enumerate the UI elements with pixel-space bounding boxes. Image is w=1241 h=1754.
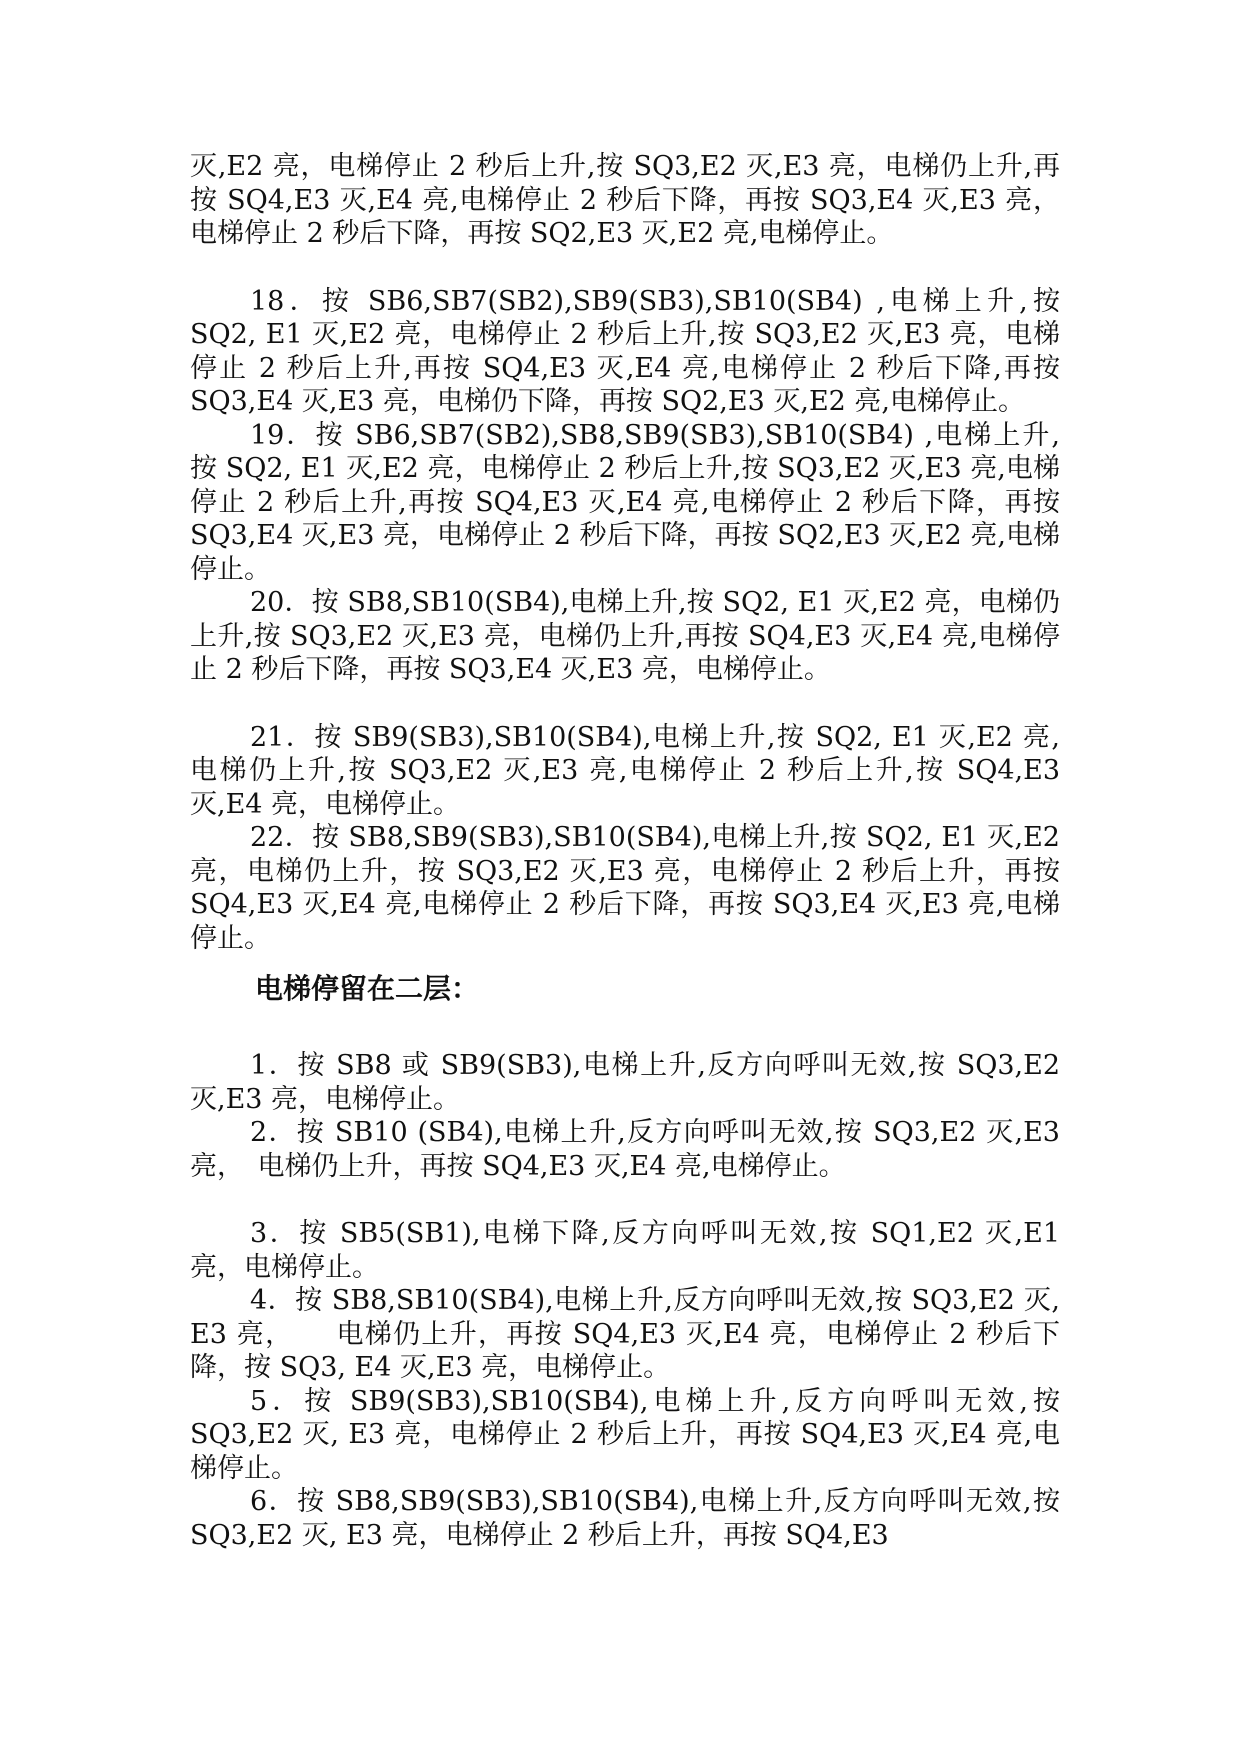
document-body: [190, 150, 1168, 1552]
floor2-item-6: 6．按 SB8,SB9(SB3),SB10(SB4),电梯上升,反方向呼叫无效,按 SQ3,E2 灭, E3 亮，电梯停止 2 秒后上升，再按 SQ4,E3: [190, 1486, 1168, 1551]
item-18: 18．按 SB6,SB7(SB2),SB9(SB3),SB10(SB4) ,电梯上升,按 SQ2, E1 灭,E2 亮，电梯停止 2 秒后上升,按 SQ3,E2 灭,E3 亮，电梯停止 2 秒后上升,再按 SQ4,E3 灭,E4 亮,电梯停止 2 秒后下降,再按 SQ3,E4 灭,E3 亮，电梯仍下降，再按 SQ2,E3 灭,E2 亮,电梯停止。: [190, 285, 1060, 417]
continuation-paragraph: 灭,E2 亮，电梯停止 2 秒后上升,按 SQ3,E2 灭,E3 亮，电梯仍上升,再按 SQ4,E3 灭,E4 亮,电梯停止 2 秒后下降，再按 SQ3,E4 灭,E3 亮，电梯停止 2 秒后下降，再按 SQ2,E3 灭,E2 亮,电梯停止。: [190, 151, 1060, 249]
floor2-item-4: 4．按 SB8,SB10(SB4),电梯上升,反方向呼叫无效,按 SQ3,E2 灭, E3 亮， 电梯仍上升，再按 SQ4,E3 灭,E4 亮，电梯停止 2 秒后下降，按 SQ3, E4 灭,E3 亮，电梯停止。: [190, 1285, 1060, 1383]
floor2-item-2: 2．按 SB10 (SB4),电梯上升,反方向呼叫无效,按 SQ3,E2 灭,E3 亮， 电梯仍上升，再按 SQ4,E3 灭,E4 亮,电梯停止。: [190, 1117, 1060, 1182]
paragraph-gap: [190, 251, 1060, 285]
item-22: 22．按 SB8,SB9(SB3),SB10(SB4),电梯上升,按 SQ2, E1 灭,E2 亮，电梯仍上升，按 SQ3,E2 灭,E3 亮，电梯停止 2 秒后上升，再按 SQ4,E3 灭,E4 亮,电梯停止 2 秒后下降，再按 SQ3,E4 灭,E3 亮,电梯停止。: [190, 822, 1060, 954]
item-20: 20．按 SB8,SB10(SB4),电梯上升,按 SQ2, E1 灭,E2 亮，电梯仍上升,按 SQ3,E2 灭,E3 亮，电梯仍上升,再按 SQ4,E3 灭,E4 亮,电梯停止 2 秒后下降，再按 SQ3,E4 灭,E3 亮，电梯停止。: [190, 587, 1060, 685]
floor2-item-5: 5．按 SB9(SB3),SB10(SB4),电梯上升,反方向呼叫无效,按 SQ3,E2 灭, E3 亮，电梯停止 2 秒后上升，再按 SQ4,E3 灭,E4 亮,电梯停止。: [190, 1385, 1060, 1484]
item-21: 21．按 SB9(SB3),SB10(SB4),电梯上升,按 SQ2, E1 灭,E2 亮,电梯仍上升,按 SQ3,E2 灭,E3 亮,电梯停止 2 秒后上升,按 SQ4,E3 灭,E4 亮，电梯停止。: [190, 721, 1060, 820]
paragraph-gap: [190, 687, 1060, 721]
floor2-item-1: 1．按 SB8 或 SB9(SB3),电梯上升,反方向呼叫无效,按 SQ3,E2 灭,E3 亮，电梯停止。: [190, 1050, 1060, 1115]
floor2-item-3: 3．按 SB5(SB1),电梯下降,反方向呼叫无效,按 SQ1,E2 灭,E1 亮，电梯停止。: [190, 1218, 1060, 1283]
section-heading: 电梯停留在二层：: [255, 972, 480, 1005]
item-19: 19．按 SB6,SB7(SB2),SB8,SB9(SB3),SB10(SB4) ,电梯上升,按 SQ2, E1 灭,E2 亮，电梯停止 2 秒后上升,按 SQ3,E2 灭,E3 亮,电梯停止 2 秒后上升,再按 SQ4,E3 灭,E4 亮,电梯停止 2 秒后下降，再按 SQ3,E4 灭,E3 亮，电梯停止 2 秒后下降，再按 SQ2,E3 灭,E2 亮,电梯停止。: [190, 419, 1060, 585]
paragraph-gap: [190, 1183, 1060, 1217]
heading-gap: [190, 1009, 1060, 1049]
